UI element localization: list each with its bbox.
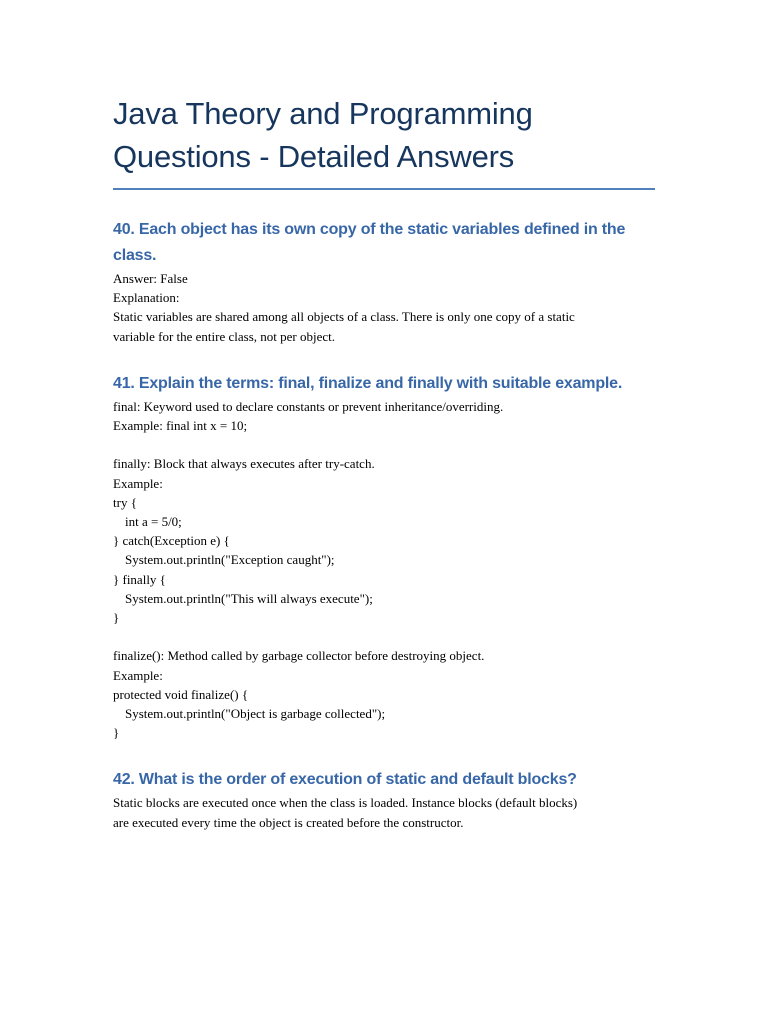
code-line: System.out.println("This will always execute"); xyxy=(125,590,373,606)
explanation-line: variable for the entire class, not per object. xyxy=(113,328,335,344)
code-line: protected void finalize() { xyxy=(113,686,249,702)
page-title xyxy=(113,92,655,178)
code-line: System.out.println("Object is garbage collected"); xyxy=(125,706,386,722)
finalize-example-label: Example: xyxy=(113,667,163,683)
explanation-label: Explanation: xyxy=(113,290,180,306)
document-page xyxy=(113,92,655,832)
question-40-heading xyxy=(113,217,655,269)
question-41-section xyxy=(113,371,655,743)
question-41-heading: 41. Explain the terms: final, finalize and finally with suitable example. xyxy=(113,374,623,392)
code-line: } finally { xyxy=(113,571,166,587)
answer-line: Answer: False xyxy=(113,271,188,286)
question-40-heading-line-2: class. xyxy=(113,247,157,264)
question-40-section xyxy=(113,217,655,346)
blank-line xyxy=(113,435,655,454)
question-42-heading: 42. What is the order of execution of static and default blocks? xyxy=(113,771,577,789)
answer-line: are executed every time the object is created before the constructor. xyxy=(113,814,464,830)
answer-line: Static blocks are executed once when the class is loaded. Instance blocks (default blocks) xyxy=(113,795,578,811)
question-42-section xyxy=(113,767,655,831)
code-line: } catch(Exception e) { xyxy=(113,533,230,549)
code-line: } xyxy=(113,610,120,626)
code-line: int a = 5/0; xyxy=(125,514,182,530)
code-line: System.out.println("Exception caught"); xyxy=(125,552,335,568)
page-title-line-1: Java Theory and Programming xyxy=(113,96,533,131)
code-line: } xyxy=(113,725,120,741)
code-line: try { xyxy=(113,494,137,510)
question-40-heading-line-1: 40. Each object has its own copy of the static variables defined in the xyxy=(113,221,626,238)
page-title-line-2: Questions - Detailed Answers xyxy=(113,139,515,174)
explanation-line: Static variables are shared among all objects of a class. There is only one copy of a static xyxy=(113,309,575,325)
finally-example-label: Example: xyxy=(113,475,163,491)
title-divider xyxy=(113,188,655,190)
final-definition: final: Keyword used to declare constants or prevent inheritance/overriding. xyxy=(113,398,504,414)
finalize-definition: finalize(): Method called by garbage collector before destroying object. xyxy=(113,648,485,664)
final-example: Example: final int x = 10; xyxy=(113,418,248,434)
blank-line xyxy=(113,627,655,646)
finally-definition: finally: Block that always executes after try-catch. xyxy=(113,456,375,472)
